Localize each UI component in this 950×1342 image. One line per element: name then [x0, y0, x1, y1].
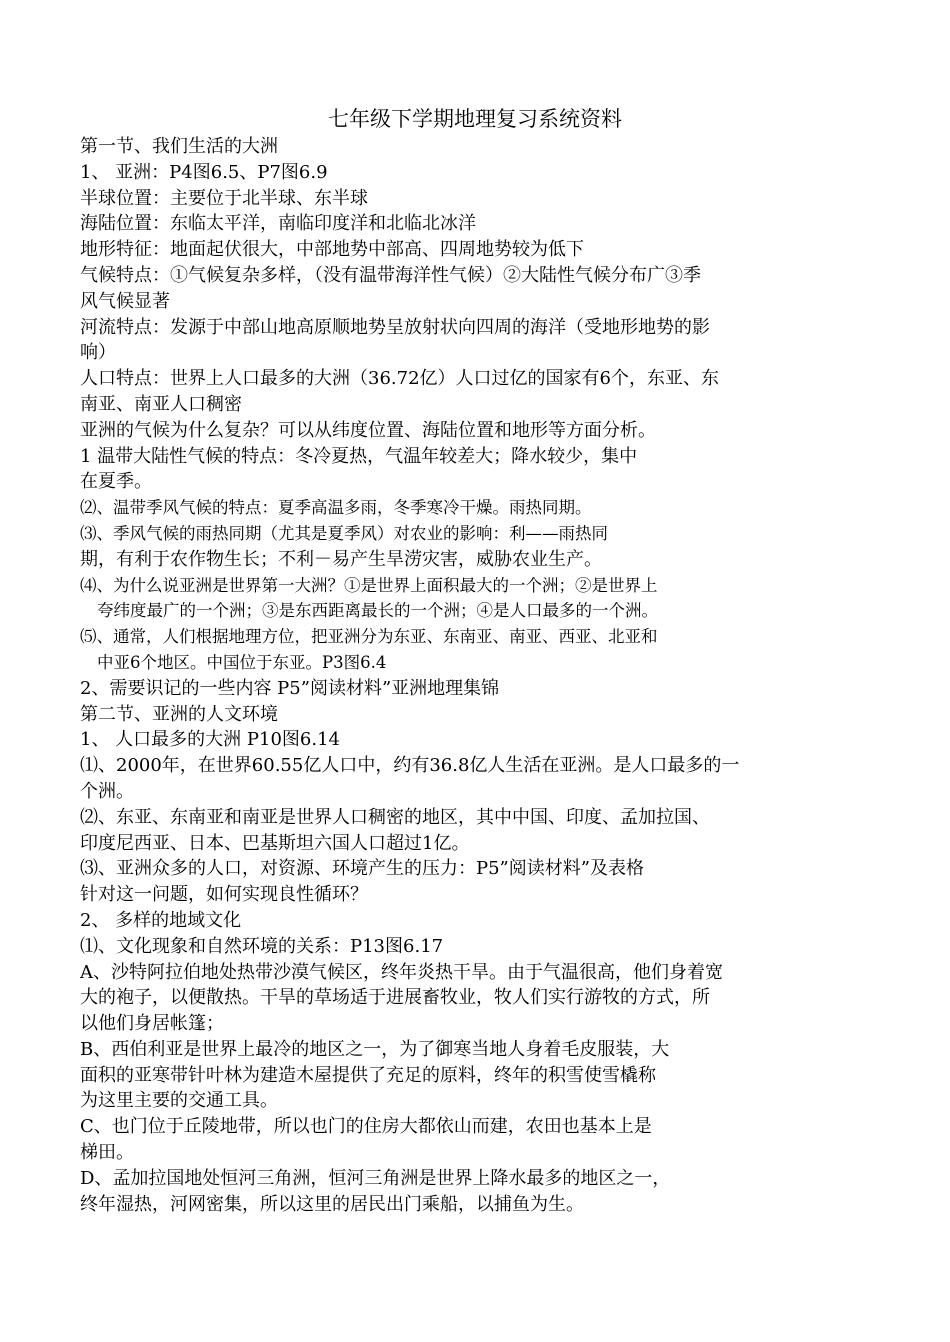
document-body: [80, 134, 870, 1217]
text-line: 针对这一问题，如何实现良性循环？: [80, 884, 368, 906]
text-line: 1、 亚洲：P4图6.5、P7图6.9: [80, 161, 328, 183]
text-line: A、沙特阿拉伯地处热带沙漠气候区，终年炎热干旱。由于气温很高，他们身着宽: [80, 961, 723, 983]
text-line: 夸纬度最广的一个洲；③是东西距离最长的一个洲；④是人口最多的一个洲。: [97, 601, 658, 621]
text-line: 亚洲的气候为什么复杂？可以从纬度位置、海陆位置和地形等方面分析。: [80, 419, 656, 441]
text-line: ⑴、文化现象和自然环境的关系：P13图6.17: [80, 935, 444, 957]
text-line: 响）: [80, 342, 116, 364]
text-line: 1 温带大陆性气候的特点：冬冷夏热，气温年较差大；降水较少，集中: [80, 445, 638, 467]
text-line: 第二节、亚洲的人文环境: [80, 703, 278, 725]
text-line: ⑷、为什么说亚洲是世界第一大洲？①是世界上面积最大的一个洲；②是世界上: [80, 575, 658, 595]
text-line: 中亚6个地区。中国位于东亚。P3图6.4: [97, 652, 387, 672]
text-line: ⑶、亚洲众多的人口，对资源、环境产生的压力：P5”阅读材料”及表格: [80, 858, 644, 880]
text-line: 风气候显著: [80, 290, 170, 312]
text-line: 气候特点：①气候复杂多样，（没有温带海洋性气候）②大陆性气候分布广③季: [80, 264, 701, 286]
text-line: 终年湿热，河网密集，所以这里的居民出门乘船，以捕鱼为生。: [80, 1193, 584, 1215]
text-line: ⑵、东亚、东南亚和南亚是世界人口稠密的地区，其中中国、印度、孟加拉国、: [80, 806, 710, 828]
text-line: 期，有利于农作物生长；不利－易产生旱涝灾害，威胁农业生产。: [80, 548, 602, 570]
text-line: 为这里主要的交通工具。: [80, 1090, 278, 1112]
text-line: 印度尼西亚、日本、巴基斯坦六国人口超过1亿。: [80, 832, 470, 854]
text-line: 以他们身居帐篷；: [80, 1013, 224, 1035]
text-line: 地形特征：地面起伏很大，中部地势中部高、四周地势较为低下: [80, 239, 584, 261]
text-line: 个洲。: [80, 780, 134, 802]
text-line: 半球位置：主要位于北半球、东半球: [80, 187, 368, 209]
text-line: 在夏季。: [80, 471, 152, 493]
text-line: B、西伯利亚是世界上最冷的地区之一，为了御寒当地人身着毛皮服装，大: [80, 1038, 670, 1060]
text-line: 第一节、我们生活的大洲: [80, 136, 278, 157]
text-line: 南亚、南亚人口稠密: [80, 393, 242, 415]
text-line: 2、 多样的地域文化: [80, 909, 242, 931]
text-line: 大的袍子，以便散热。干旱的草场适于进展畜牧业，牧人们实行游牧的方式，所: [80, 987, 710, 1009]
text-line: 梯田。: [80, 1142, 134, 1164]
text-line: 面积的亚寒带针叶林为建造木屋提供了充足的原料，终年的积雪使雪橇称: [80, 1064, 656, 1086]
text-line: 人口特点：世界上人口最多的大洲（36.72亿）人口过亿的国家有6个，东亚、东: [80, 368, 719, 390]
text-line: ⑶、季风气候的雨热同期（尤其是夏季风）对农业的影响：利——雨热同: [80, 523, 608, 543]
text-line: 1、 人口最多的大洲 P10图6.14: [80, 729, 340, 751]
text-line: ⑸、通常，人们根据地理方位，把亚洲分为东亚、东南亚、南亚、西亚、北亚和: [80, 627, 658, 647]
text-line: 海陆位置：东临太平洋，南临印度洋和北临北冰洋: [80, 213, 476, 235]
text-line: 河流特点：发源于中部山地高原顺地势呈放射状向四周的海洋（受地形地势的影: [80, 316, 710, 338]
text-line: D、孟加拉国地处恒河三角洲，恒河三角洲是世界上降水最多的地区之一，: [80, 1167, 671, 1189]
text-line: ⑴、2000年，在世界60.55亿人口中，约有36.8亿人生活在亚洲。是人口最多的一: [80, 755, 740, 777]
text-line: 2、需要识记的一些内容 P5”阅读材料”亚洲地理集锦: [80, 677, 500, 699]
text-line: C、也门位于丘陵地带，所以也门的住房大都依山而建，农田也基本上是: [80, 1116, 652, 1138]
document-title: 七年级下学期地理复习系统资料: [328, 107, 622, 131]
text-line: ⑵、温带季风气候的特点：夏季高温多雨，冬季寒冷干燥。雨热同期。: [80, 498, 592, 518]
